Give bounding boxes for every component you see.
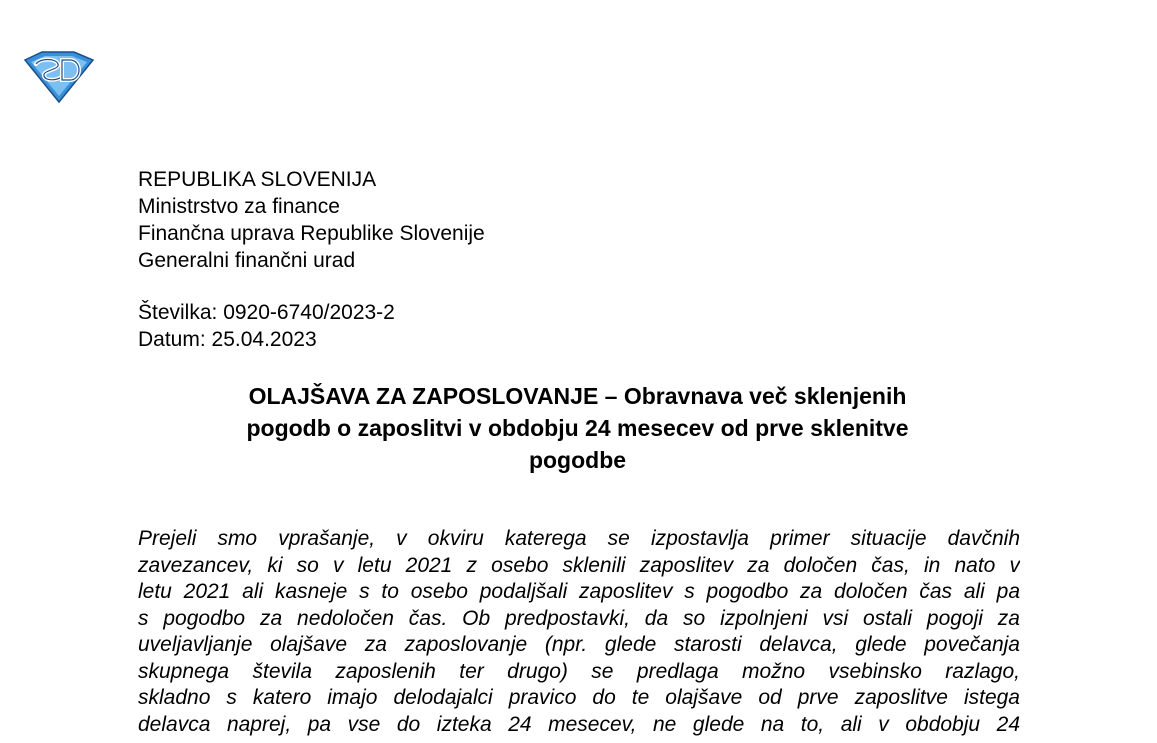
issuer-line-administration: Finančna uprava Republike Slovenije — [138, 222, 485, 245]
issuer-line-office: Generalni finančni urad — [138, 249, 356, 272]
body-line: zavezancev, ki so v letu 2021 z osebo sklenili zaposlitev za določen čas, in nato v — [138, 553, 1020, 577]
body-line: skladno s katero imajo delodajalci pravico do te olajšave od prve zaposlitve istega — [138, 686, 1020, 709]
body-line: skupnega števila zaposlenih ter drugo) se predlaga možno vsebinsko razlago, — [138, 659, 1020, 683]
document-meta — [138, 299, 395, 353]
body-paragraph — [138, 526, 1020, 738]
title-line: pogodb o zaposlitvi v obdobju 24 mesecev od prve sklenitve — [246, 415, 909, 441]
document-number: Številka: 0920-6740/2023-2 — [138, 301, 395, 324]
fu-logo — [22, 48, 96, 104]
document-date: Datum: 25.04.2023 — [138, 328, 317, 351]
body-line: uveljavljanje olajšave za zaposlovanje (npr. glede starosti delavca, glede povečanja — [138, 633, 1020, 656]
document-title — [150, 380, 1005, 476]
issuer-line-republic: REPUBLIKA SLOVENIJA — [138, 168, 377, 191]
body-line: s pogodbo za nedoločen čas. Ob predpostavki, da so izpolnjeni vsi ostali pogoji za — [138, 606, 1020, 630]
body-line: Prejeli smo vprašanje, v okviru katerega se izpostavlja primer situacije davčnih — [138, 527, 1020, 550]
issuer-line-ministry: Ministrstvo za finance — [138, 195, 340, 218]
title-line: OLAJŠAVA ZA ZAPOSLOVANJE – Obravnava več sklenjenih — [248, 383, 907, 409]
title-line: pogodbe — [528, 447, 627, 473]
issuer-block — [138, 166, 485, 274]
body-line: delavca naprej, pa vse do izteka 24 mesecev, ne glede na to, ali v obdobju 24 — [138, 712, 1020, 736]
shield-logo-icon — [22, 48, 96, 104]
body-line: letu 2021 ali kasneje s to osebo podaljšali zaposlitev s pogodbo za določen čas ali pa — [138, 580, 1020, 603]
